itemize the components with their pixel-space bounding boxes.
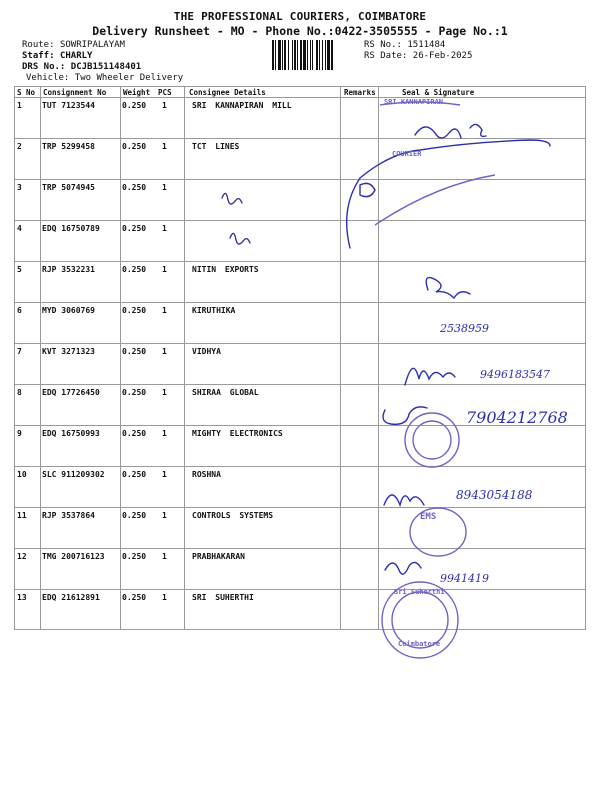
cell-sno: 11 [17,511,27,520]
vehicle-value: Two Wheeler Delivery [74,73,184,83]
stamp-text-row13-bottom: Coimbatore [398,640,441,648]
table-rule [14,425,586,426]
cell-sno: 9 [17,429,22,438]
cell-sno: 5 [17,265,22,274]
rs-date-line [364,51,472,62]
handwritten-number-row8: 7904212768 [466,408,568,427]
cell-pcs: 1 [162,347,167,356]
cell-pcs: 1 [162,429,167,438]
stamp-circle-row9 [405,413,459,467]
handwritten-number-row12: 9941419 [440,572,489,585]
cell-weight: 0.250 [122,101,147,110]
cell-sno: 1 [17,101,22,110]
rs-no-line [364,40,445,51]
route-value: SOWRIPALAYAM [59,40,125,50]
cell-weight: 0.250 [122,265,147,274]
cell-pcs: 1 [162,224,167,233]
table-rule [14,86,15,629]
drs-value: DCJB151148401 [70,62,142,72]
cell-pcs: 1 [162,142,167,151]
cell-consignment: SLC 911209302 [42,470,105,479]
table-rule [378,86,379,629]
cell-pcs: 1 [162,183,167,192]
cell-consignment: TRP 5074945 [42,183,95,192]
cell-consignment: RJP 3537864 [42,511,95,520]
table-rule [14,343,586,344]
stamp-text-row13-top: Sri Suherthi [394,588,445,596]
table-rule [14,507,586,508]
signature-row1b [470,124,486,136]
cell-sno: 13 [17,593,27,602]
cell-weight: 0.250 [122,593,147,602]
cell-consignee: KIRUTHIKA [192,306,236,315]
cell-sno: 6 [17,306,22,315]
cell-weight: 0.250 [122,183,147,192]
cell-pcs: 1 [162,511,167,520]
table-rule [14,548,586,549]
table-rule [14,589,586,590]
page-subtitle: Delivery Runsheet - MO - Phone No.:0422-3505555 - Page No.:1 [92,24,508,38]
table-rule [14,97,586,98]
cell-weight: 0.250 [122,552,147,561]
staff-value: CHARLY [59,51,93,61]
stamp-text-row11: EMS [420,512,437,522]
cell-sno: 4 [17,224,22,233]
header-remarks: Remarks [344,88,376,97]
cell-consignee: SRI SUHERTHI [192,593,254,602]
cell-consignment: TUT 7123544 [42,101,95,110]
rs-date-value: 26-Feb-2025 [412,51,473,61]
cell-pcs: 1 [162,306,167,315]
cell-consignee: NITIN EXPORTS [192,265,259,274]
route-label: Route: [22,40,55,50]
cell-consignment: EDQ 16750789 [42,224,100,233]
table-rule [14,466,586,467]
cell-pcs: 1 [162,593,167,602]
handwritten-number-row6: 2538959 [440,322,489,335]
page-title: THE PROFESSIONAL COURIERS, COIMBATORE [173,10,427,23]
cell-consignment: MYD 3060769 [42,306,95,315]
vehicle-label: Vehicle: [26,73,70,83]
stamp-text-row2: COURIER [392,150,422,158]
vehicle-line [26,73,183,84]
cell-weight: 0.250 [122,224,147,233]
cell-consignment: TRP 5299458 [42,142,95,151]
table-rule [14,261,586,262]
signature-row7 [405,368,455,385]
cell-consignee: CONTROLS SYSTEMS [192,511,274,520]
rs-date-label: RS Date: [364,51,408,61]
header-pcs: PCS [158,88,172,97]
signature-row12 [385,562,421,574]
staff-line [22,51,92,62]
cell-pcs: 1 [162,265,167,274]
table-rule [184,86,185,629]
cell-consignee: VIDHYA [192,347,221,356]
cell-weight: 0.250 [122,142,147,151]
table-rule [14,220,586,221]
cell-sno: 2 [17,142,22,151]
drs-line [22,62,141,73]
table-rule [14,629,586,630]
cell-consignment: EDQ 16750993 [42,429,100,438]
staff-label: Staff: [22,51,55,61]
header-weight: Weight [123,88,151,97]
signature-row3 [222,193,242,204]
cell-pcs: 1 [162,552,167,561]
cell-weight: 0.250 [122,429,147,438]
cell-consignment: EDQ 21612891 [42,593,100,602]
cell-consignee: PRABHAKARAN [192,552,245,561]
handwritten-number-row10: 8943054188 [456,488,533,502]
rs-no-value: 1511484 [407,40,446,50]
table-rule [14,86,586,87]
table-rule [120,86,121,629]
cell-sno: 8 [17,388,22,397]
cell-consignee: SHIRAA GLOBAL [192,388,259,397]
header-sno: S No [17,88,36,97]
drs-label: DRS No.: [22,62,66,72]
stamp-text-row1: SRI KANNAPIRAN [384,98,444,106]
signature-row1 [415,127,461,138]
table-rule [40,86,41,629]
cell-weight: 0.250 [122,347,147,356]
table-rule [14,179,586,180]
header-seal: Seal & Signature [402,88,475,97]
cell-pcs: 1 [162,101,167,110]
barcode [272,40,358,70]
cell-sno: 3 [17,183,22,192]
table-rule [14,138,586,139]
stamp-arc-row3 [375,175,495,225]
cell-consignment: EDQ 17726450 [42,388,100,397]
signature-row5 [426,278,470,298]
signature-row10 [384,495,424,505]
cell-sno: 10 [17,470,27,479]
cell-consignee: TCT LINES [192,142,240,151]
cell-weight: 0.250 [122,306,147,315]
handwritten-number-row7: 9496183547 [480,368,550,381]
circled-mark [360,183,375,196]
cell-consignee: SRI KANNAPIRAN MILL [192,101,292,110]
cell-consignee: MIGHTY ELECTRONICS [192,429,283,438]
cell-consignment: TMG 200716123 [42,552,105,561]
route-line [22,40,125,51]
header-consignment: Consignment No [43,88,107,97]
table-rule [585,86,586,629]
cell-pcs: 1 [162,470,167,479]
cell-weight: 0.250 [122,470,147,479]
table-rule [14,302,586,303]
cell-sno: 7 [17,347,22,356]
table-rule [14,384,586,385]
cell-consignment: KVT 3271323 [42,347,95,356]
cell-pcs: 1 [162,388,167,397]
cell-consignee: ROSHNA [192,470,221,479]
header-consignee: Consignee Details [189,88,266,97]
signature-row8 [383,407,427,424]
cell-consignment: RJP 3532231 [42,265,95,274]
cell-sno: 12 [17,552,27,561]
rs-no-label: RS No.: [364,40,402,50]
barcode-bar [333,40,334,70]
table-rule [340,86,341,629]
signature-row4 [230,233,250,244]
cell-weight: 0.250 [122,511,147,520]
stamp-inner-row9 [413,421,451,459]
cell-weight: 0.250 [122,388,147,397]
